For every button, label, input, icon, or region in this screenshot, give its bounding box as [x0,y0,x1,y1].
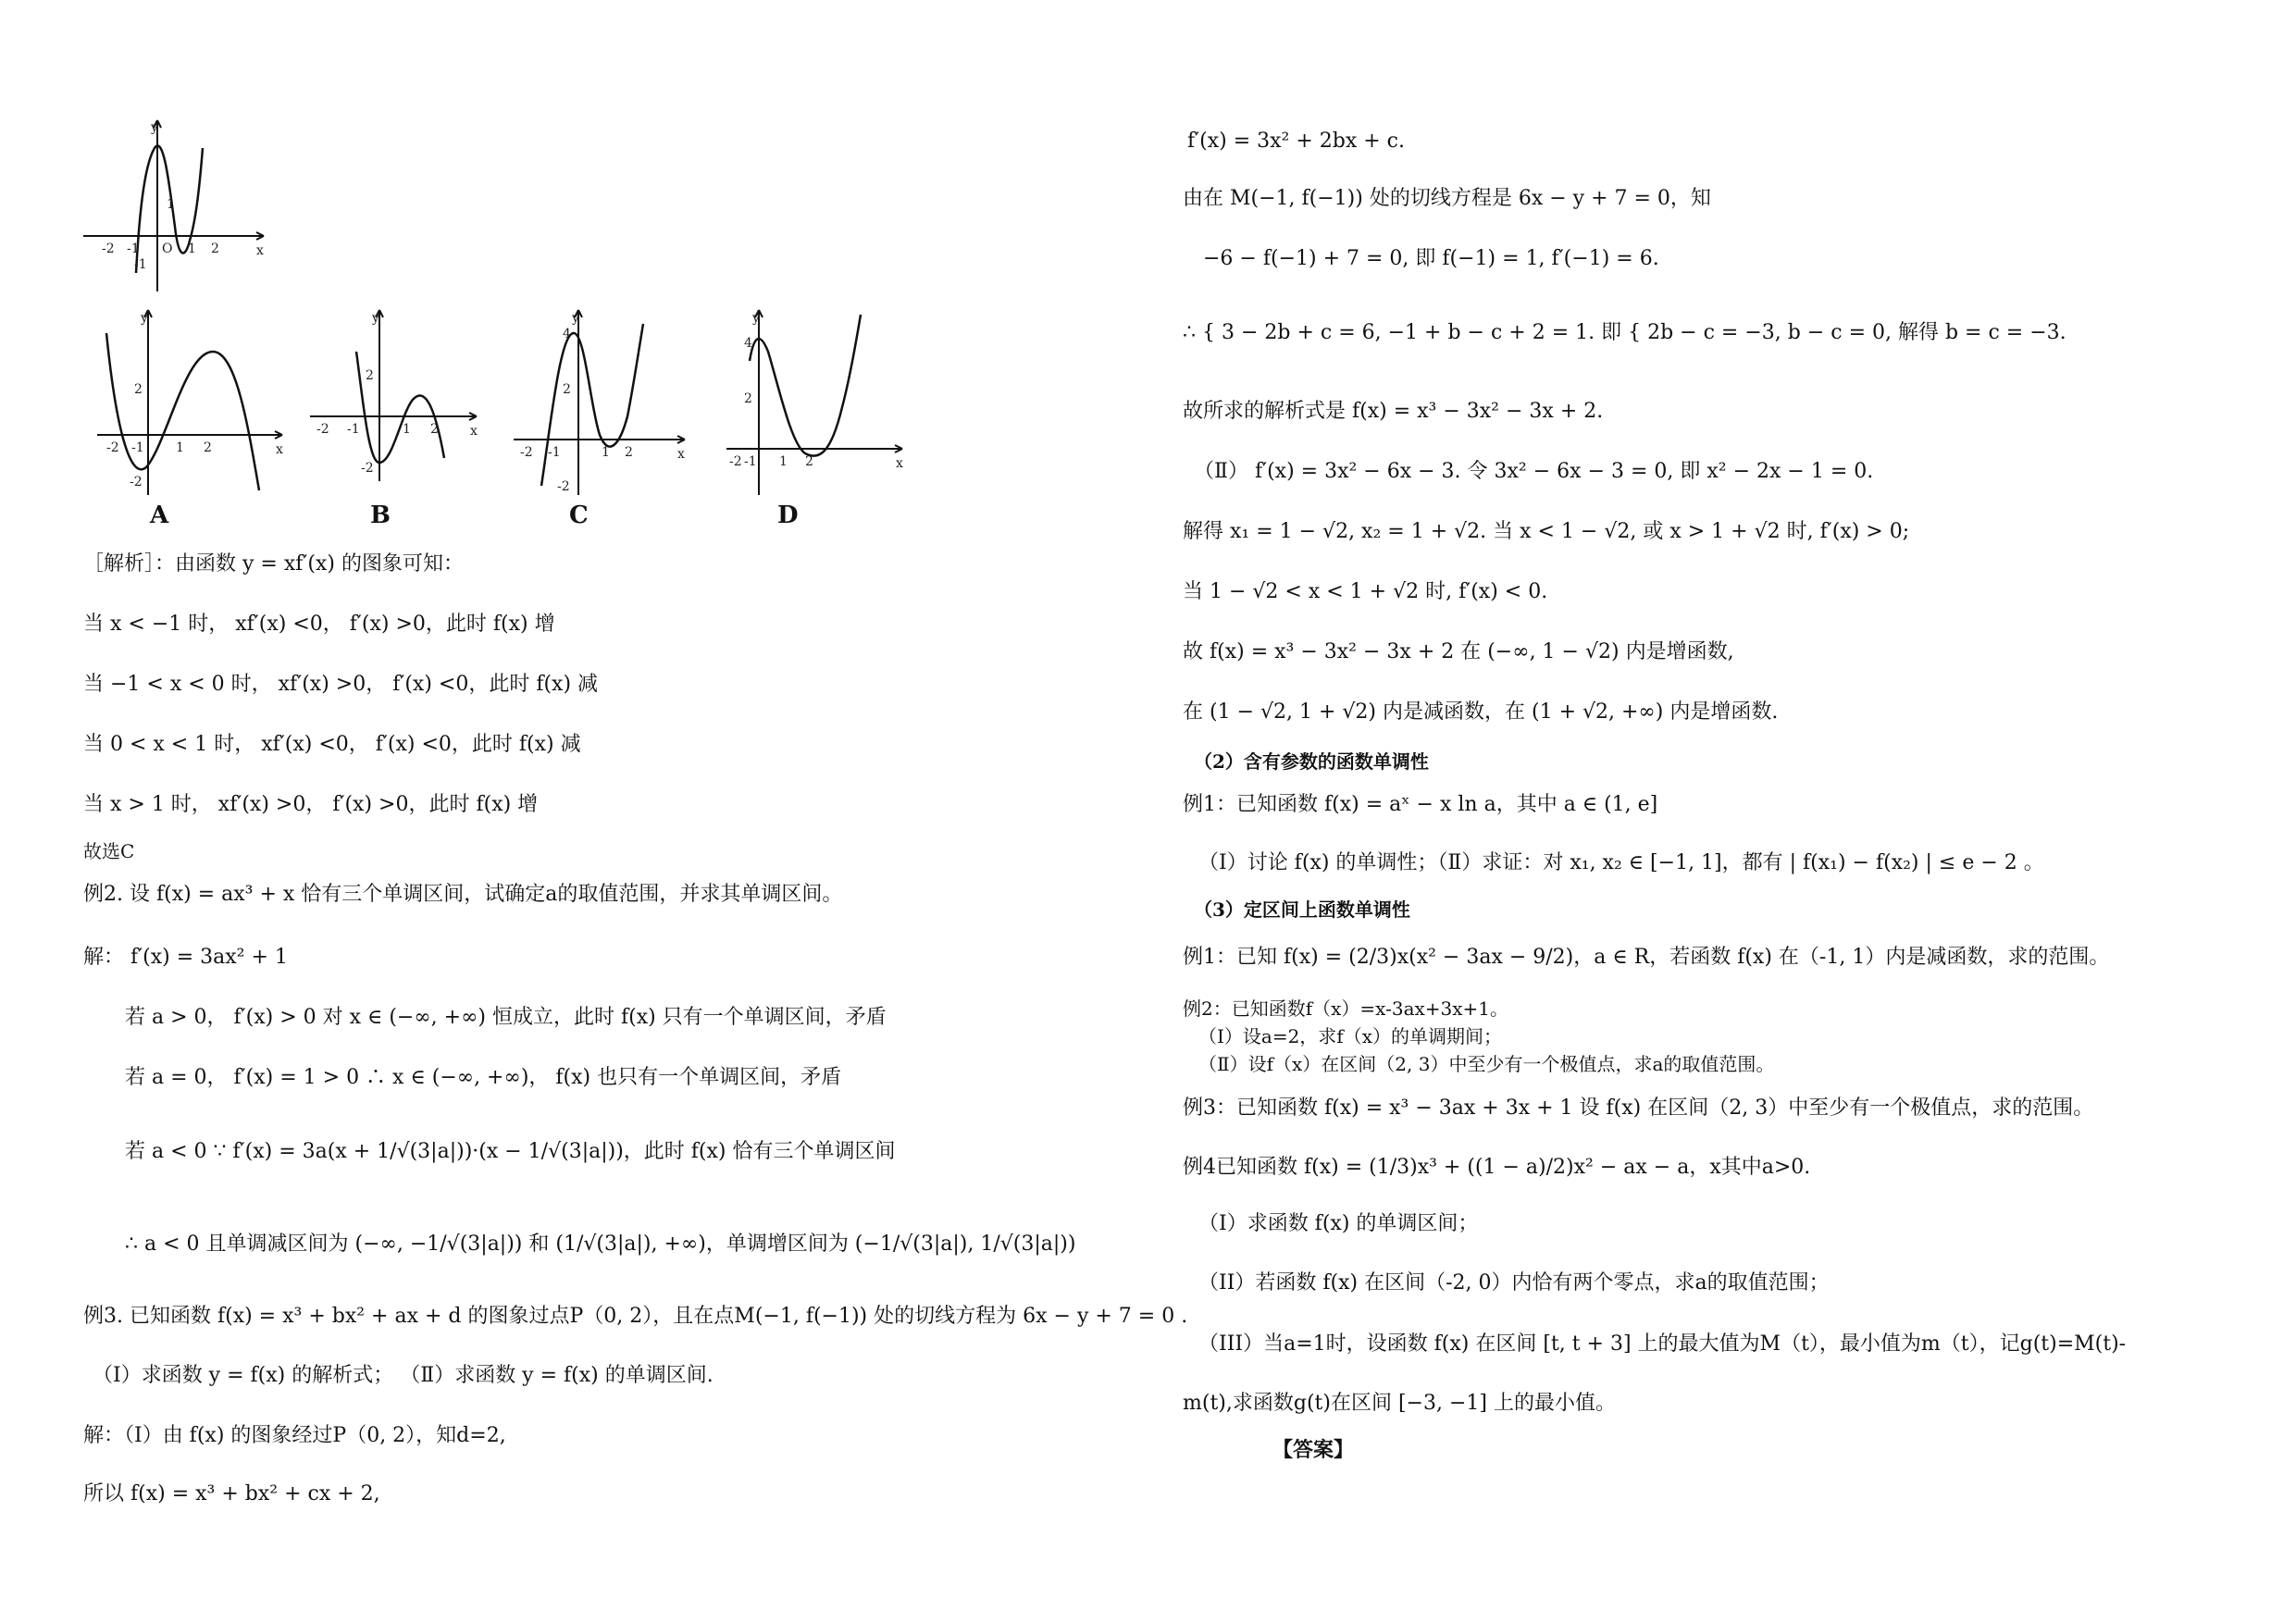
graph-c-tick-y: -2 [557,479,570,494]
graph-option-d [722,296,916,527]
case-line: 当 x < −1 时， xf′(x) <0， f′(x) >0，此时 f(x) 增 [83,613,555,636]
graph-xfprime [79,111,282,296]
graph-option-c [509,296,694,527]
example-question: （III）当a=1时，设函数 f(x) 在区间 [t, t + 3] 上的最大值为M（t），最小值为m（t），记g(t)=M(t)- [1198,1332,2127,1356]
graph-a-tick-y: -2 [130,475,143,489]
solution-line: 若 a > 0， f′(x) > 0 对 x ∈ (−∞, +∞) 恒成立，此时 f(x) 只有一个单调区间，矛盾 [125,1006,887,1029]
graph-a-tick-y: 2 [134,382,143,397]
graph-d-label: D [777,502,799,527]
graph-option-b [305,296,490,527]
answer-heading: 【答案】 [1272,1438,1355,1462]
answer-choice: 故选C [83,840,135,862]
case-line: 当 −1 < x < 0 时， xf′(x) >0， f′(x) <0，此时 f(x) 减 [83,673,599,696]
graph-c-tick-x: -2 [520,445,533,460]
solution-line: （Ⅱ） f′(x) = 3x² − 6x − 3. 令 3x² − 6x − 3 = 0, 即 x² − 2x − 1 = 0. [1194,460,1874,483]
example-question: （I）求函数 f(x) 的单调区间； [1198,1212,1479,1235]
graph-top-origin: O [162,242,173,256]
solution-line: 在 (1 − √2, 1 + √2) 内是减函数，在 (1 + √2, +∞) 内是增函数. [1183,700,1779,724]
graph-c-tick-y: 4 [563,327,571,341]
example-question: （Ⅱ）设f（x）在区间（2, 3）中至少有一个极值点，求a的取值范围。 [1198,1053,1775,1075]
graph-b-tick-y: 2 [366,368,374,383]
graph-d-tick-x: -1 [744,454,757,469]
solution-line: 解： f′(x) = 3ax² + 1 [83,946,288,969]
graph-top-tick-x: -1 [127,242,140,256]
solution-line: 解得 x₁ = 1 − √2, x₂ = 1 + √2. 当 x < 1 − √2, 或 x > 1 + √2 时, f′(x) > 0; [1183,520,1910,543]
graph-top-tick-x: 1 [188,242,196,256]
solution-line: 故所求的解析式是 f(x) = x³ − 3x² − 3x + 2. [1183,400,1604,423]
graph-b-tick-x: -1 [347,422,360,437]
case-line: 当 0 < x < 1 时， xf′(x) <0， f′(x) <0，此时 f(x) 减 [83,733,581,756]
example-question: m(t),求函数g(t)在区间 [−3, −1] 上的最小值。 [1183,1392,1616,1415]
section-heading: （2）含有参数的函数单调性 [1194,750,1429,773]
graph-a-tick-x: -2 [106,440,119,455]
graph-c-tick-x: 2 [625,445,633,460]
graph-c-tick-y: 2 [563,382,571,397]
graph-b-tick-x: -2 [316,422,329,437]
graph-b-tick-x: 2 [430,422,439,437]
section-heading: （3）定区间上函数单调性 [1194,898,1410,921]
graph-c-label: C [569,502,589,527]
graph-a-tick-x: -1 [131,440,144,455]
example-questions: （Ⅰ）讨论 f(x) 的单调性；（Ⅱ）求证：对 x₁, x₂ ∈ [−1, 1]，都有 | f(x₁) − f(x₂) | ≤ e − 2 。 [1198,851,2044,874]
solution-line: 由在 M(−1, f(−1)) 处的切线方程是 6x − y + 7 = 0，知 [1183,187,1711,210]
graph-a-tick-x: 2 [204,440,212,455]
graph-d-tick-x: -2 [729,454,742,469]
solution-line: −6 − f(−1) + 7 = 0, 即 f(−1) = 1, f′(−1) = 6. [1203,247,1659,270]
graph-d-y-label: y [752,311,760,326]
example-3-statement: 例3. 已知函数 f(x) = x³ + bx² + ax + d 的图象过点P（0, 2），且在点M(−1, f(−1)) 处的切线方程为 6x − y + 7 = 0 . [83,1305,1188,1328]
solution-line: 若 a < 0 ∵ f′(x) = 3a(x + 1/√(3|a|))·(x − 1/√(3|a|))，此时 f(x) 恰有三个单调区间 [125,1140,896,1163]
solution-line: 若 a = 0， f′(x) = 1 > 0 ∴ x ∈ (−∞, +∞)， f(x) 也只有一个单调区间，矛盾 [125,1066,842,1089]
graph-b-y-label: y [372,311,379,326]
graph-d-tick-x: 2 [805,454,813,469]
graph-a-label: A [150,502,169,527]
example-2-statement: 例2. 设 f(x) = ax³ + x 恰有三个单调区间，试确定a的取值范围，并求其单调区间。 [83,883,843,906]
example-statement: 例1：已知函数 f(x) = aˣ − x ln a，其中 a ∈ (1, e] [1183,793,1658,816]
solution-line: 所以 f(x) = x³ + bx² + cx + 2, [83,1482,380,1505]
solution-line: f′(x) = 3x² + 2bx + c. [1187,130,1405,153]
example-statement: 例3：已知函数 f(x) = x³ − 3ax + 3x + 1 设 f(x) 在区间（2, 3）中至少有一个极值点，求的范围。 [1183,1096,2094,1120]
analysis-heading: ［解析］：由函数 y = xf′(x) 的图象可知： [83,552,464,576]
graph-b-tick-x: 1 [403,422,411,437]
solution-line: 故 f(x) = x³ − 3x² − 3x + 2 在 (−∞, 1 − √2) 内是增函数, [1183,640,1734,663]
graph-top-tick-y: 1 [167,197,175,212]
graph-a-tick-x: 1 [176,440,184,455]
graph-top-tick-y: -1 [134,257,147,272]
graph-top-tick-x: 2 [211,242,219,256]
example-3-questions: （Ⅰ）求函数 y = f(x) 的解析式； （Ⅱ）求函数 y = f(x) 的单调区间. [93,1364,714,1387]
graph-c-tick-x: 1 [602,445,610,460]
graph-b-x-label: x [470,424,478,439]
solution-system: ∴ { 3 − 2b + c = 6, −1 + b − c + 2 = 1. 即 { 2b − c = −3, b − c = 0, 解得 b = c = −3. [1183,321,2066,344]
example-question: （II）若函数 f(x) 在区间（-2, 0）内恰有两个零点，求a的取值范围； [1198,1271,1830,1295]
graph-top-tick-x: -2 [102,242,115,256]
graph-c-x-label: x [677,447,685,462]
case-line: 当 x > 1 时， xf′(x) >0， f′(x) >0，此时 f(x) 增 [83,793,539,816]
graph-c-y-label: y [572,311,579,326]
example-statement: 例2：已知函数f（x）=x-3ax+3x+1。 [1183,997,1509,1020]
graph-top-x-label: x [256,243,264,258]
graph-d-x-label: x [896,456,903,471]
solution-line: 当 1 − √2 < x < 1 + √2 时, f′(x) < 0. [1183,580,1548,603]
graph-d-tick-x: 1 [779,454,788,469]
graph-d-tick-y: 4 [744,336,752,351]
graph-d-tick-y: 2 [744,391,752,406]
graph-a-y-label: y [141,311,148,326]
example-statement: 例4已知函数 f(x) = (1/3)x³ + ((1 − a)/2)x² − ax − a，x其中a>0. [1183,1156,1811,1179]
graph-c-tick-x: -1 [548,445,561,460]
example-question: （Ⅰ）设a=2，求f（x）的单调期间； [1198,1025,1502,1047]
graph-top-y-label: y [151,120,158,135]
graph-option-a [93,296,296,527]
solution-line: ∴ a < 0 且单调减区间为 (−∞, −1/√(3|a|)) 和 (1/√(3|a|), +∞)，单调增区间为 (−1/√(3|a|), 1/√(3|a|)) [125,1233,1076,1256]
example-statement: 例1：已知 f(x) = (2/3)x(x² − 3ax − 9/2)，a ∈ R，若函数 f(x) 在（-1, 1）内是减函数，求的范围。 [1183,946,2110,969]
graph-b-label: B [370,502,391,527]
graph-a-x-label: x [276,442,283,457]
solution-line: 解：（Ⅰ）由 f(x) 的图象经过P（0, 2），知d=2, [83,1424,506,1447]
graph-b-tick-y: -2 [361,461,374,476]
